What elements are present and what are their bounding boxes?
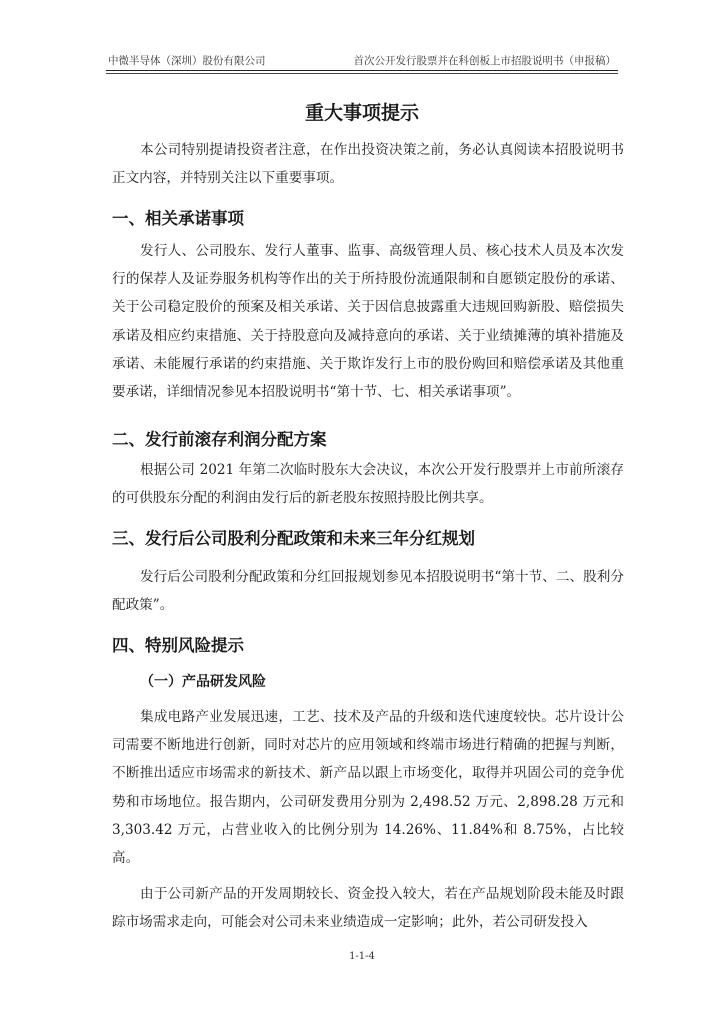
section-3-heading: 三、发行后公司股利分配政策和未来三年分红规划 xyxy=(112,529,475,548)
header-document-title: 首次公开发行股票并在科创板上市招股说明书（申报稿） xyxy=(353,55,616,67)
section-3-paragraph: 发行后公司股利分配政策和分红回报规划参见本招股说明书“第十节、二、股利分配政策”。 xyxy=(112,569,624,614)
header-company: 中微半导体（深圳）股份有限公司 xyxy=(108,55,266,67)
header-rule xyxy=(106,70,618,71)
section-4-paragraph-2: 由于公司新产品的开发周期较长、资金投入较大，若在产品规划阶段未能及时跟踪市场需求走向，可能会对公司未来业绩造成一定影响；此外，若公司研发投入 xyxy=(112,886,624,931)
section-4-paragraph: 集成电路产业发展迅速，工艺、技术及产品的升级和迭代速度较快。芯片设计公司需要不断地进行创新，同时对芯片的应用领域和终端市场进行精确的把握与判断，不断推出适应市场需求的新技术、新产品以跟上市场变化，取得并巩固公司的竞争优势和市场地位。报告期内，公司研发费用分别为 2,498.52 万元、2,898.28 万元和 3,303.42 万元，占营业收入的比例分别为 14.26%、11.84%和 8.75%，占比较高。 xyxy=(112,709,624,867)
page-header xyxy=(108,50,616,68)
section-1-paragraph: 发行人、公司股东、发行人董事、监事、高级管理人员、核心技术人员及本次发行的保荐人及证券服务机构等作出的关于所持股份流通限制和自愿锁定股份的承诺、关于公司稳定股价的预案及相关承诺、关于因信息披露重大违规回购新股、赔偿损失承诺及相应约束措施、关于持股意向及减持意向的承诺、关于业绩摊薄的填补措施及承诺、未能履行承诺的约束措施、关于欺诈发行上市的股份购回和赔偿承诺及其他重要承诺，详细情况参见本招股说明书“第十节、七、相关承诺事项”。 xyxy=(112,243,624,401)
page-number: 1-1-4 xyxy=(349,951,375,962)
section-2-heading: 二、发行前滚存利润分配方案 xyxy=(112,430,327,449)
section-4-subheading: （一）产品研发风险 xyxy=(140,674,266,690)
section-4-heading: 四、特别风险提示 xyxy=(112,636,244,655)
section-2-paragraph: 根据公司 2021 年第二次临时股东大会决议，本次公开发行股票并上市前所滚存的可供股东分配的利润由发行后的新老股东按照持股比例共享。 xyxy=(112,462,624,507)
section-1-heading: 一、相关承诺事项 xyxy=(112,209,244,228)
page-title: 重大事项提示 xyxy=(304,102,419,124)
intro-paragraph: 本公司特别提请投资者注意，在作出投资决策之前，务必认真阅读本招股说明书正文内容，并特别关注以下重要事项。 xyxy=(112,142,624,187)
header-rule-thin xyxy=(106,73,618,74)
